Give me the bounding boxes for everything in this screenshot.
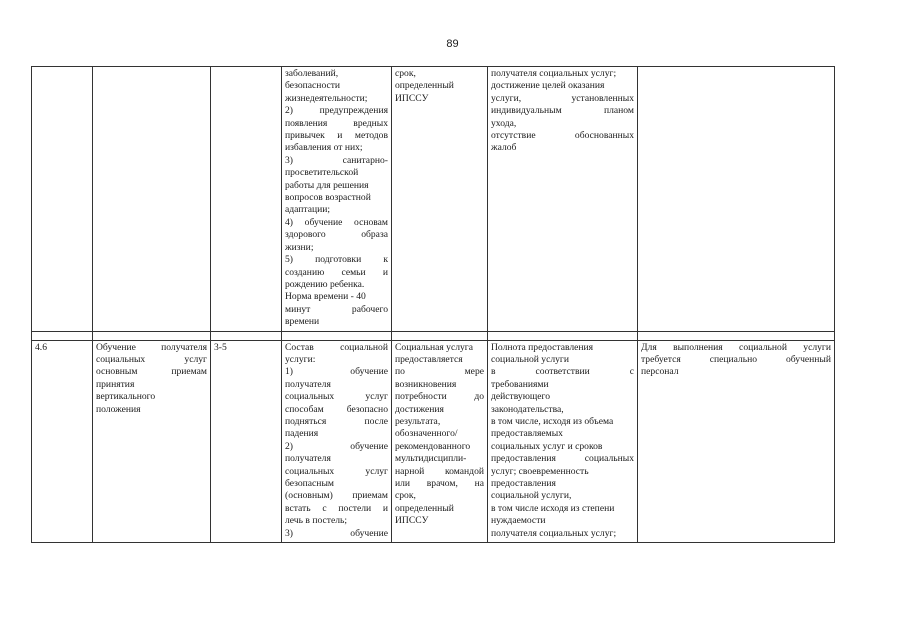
cell-text-line: социальных услуг	[96, 353, 207, 365]
cell-text-line: услуги:	[285, 353, 316, 365]
cell-text-line: падения	[285, 428, 319, 440]
cell-text-line: Обучение получателя	[96, 341, 207, 353]
cell-text-line: законодательства,	[491, 403, 564, 415]
cell-text-line: предоставления социальных	[491, 453, 634, 465]
cell-text-line: результата,	[395, 415, 441, 427]
cell-criteria	[488, 340, 638, 543]
cell-text-line: Социальная услуга	[395, 341, 474, 353]
cell-number	[32, 340, 93, 543]
cell-text-line: потребности до	[395, 391, 484, 403]
services-table	[31, 66, 835, 543]
cell-text-line: обозначенного/	[395, 428, 458, 440]
cell-text-line: индивидуальным планом	[491, 105, 634, 117]
cell-code	[211, 67, 282, 332]
cell-text-line: или врачом, на	[395, 478, 484, 489]
cell-text-line: нуждаемости	[491, 515, 546, 527]
cell-text-line: в том числе исходя из степени	[491, 502, 615, 514]
cell-text-line: основным приемам	[96, 366, 207, 378]
cell-text-line: 1) обучение	[285, 366, 388, 378]
cell-text-line: Состав социальной	[285, 341, 388, 353]
cell-text-line: возникновения	[395, 378, 457, 390]
cell-text-line: достижения	[395, 403, 444, 415]
cell-text-line: появления вредных	[285, 117, 388, 129]
cell-text-line: 2) предупреждения	[285, 105, 388, 117]
cell-text-line: минут рабочего	[285, 303, 388, 315]
cell-text-line: жизни;	[285, 241, 314, 253]
cell-text-line: в том числе, исходя из объема	[491, 415, 614, 427]
cell-text-line: встать с постели и	[285, 502, 388, 514]
cell-service-name	[93, 67, 211, 332]
cell-text-line: в соответствии с	[491, 366, 634, 378]
cell-text-line: (основным) приемам	[285, 490, 388, 502]
cell-notes	[638, 340, 835, 543]
cell-text-line: привычек и методов	[285, 130, 388, 142]
cell-text-line: персонал	[641, 366, 679, 378]
cell-text-line: отсутствие обоснованных	[491, 130, 634, 142]
cell-text-line: получателя	[285, 378, 331, 390]
cell-text-line: вопросов возрастной	[285, 192, 371, 204]
cell-text-line: избавления от них;	[285, 142, 363, 154]
cell-text-line: времени	[285, 316, 320, 328]
cell-content	[282, 67, 392, 332]
cell-criteria	[488, 67, 638, 332]
cell-text-line: подняться после	[285, 415, 388, 427]
cell-text-line: безопасным	[285, 478, 334, 489]
cell-text-line: 3-5	[214, 341, 227, 353]
cell-text-line: срок,	[395, 68, 416, 79]
cell-text-line: 4.6	[35, 341, 47, 353]
cell-text-line: рекомендованного	[395, 440, 471, 452]
cell-text-line: рождению ребенка.	[285, 278, 365, 290]
cell-text-line: адаптации;	[285, 204, 331, 216]
cell-text-line: мультидисципли-	[395, 453, 467, 465]
cell-text-line: безопасности	[285, 80, 341, 92]
table-row	[32, 340, 835, 543]
cell-text-line: услуги, установленных	[491, 92, 634, 104]
cell-text-line: социальных услуг	[285, 465, 388, 477]
cell-text-line: работы для решения	[285, 179, 369, 191]
cell-text-line: лечь в постель;	[285, 515, 348, 527]
cell-text-line: предоставляемых	[491, 428, 563, 440]
cell-text-line: Для выполнения социальной услуги	[641, 341, 831, 353]
cell-text-line: действующего	[491, 391, 551, 403]
cell-text-line: предоставляется	[395, 353, 463, 365]
cell-text-line: требованиями	[491, 378, 549, 390]
cell-text-line: 3) санитарно-	[285, 154, 388, 166]
cell-text-line: 5) подготовки к	[285, 254, 388, 266]
cell-notes	[638, 67, 835, 332]
cell-text-line: услуг; своевременность	[491, 465, 589, 477]
cell-text-line: социальной услуги,	[491, 490, 572, 502]
cell-text-line: Полнота предоставления	[491, 341, 594, 353]
cell-text-line: ИПСCУ	[395, 92, 429, 104]
cell-text-line: созданию семьи и	[285, 266, 388, 278]
cell-text-line: получателя	[285, 453, 331, 465]
cell-text-line: нарной командой	[395, 465, 484, 477]
cell-text-line: 3) обучение	[285, 527, 388, 539]
cell-text-line: достижение целей оказания	[491, 80, 605, 92]
table-row	[32, 67, 835, 332]
cell-text-line: получателя социальных услуг;	[491, 527, 617, 539]
cell-service-name	[93, 340, 211, 543]
cell-text-line: 2) обучение	[285, 440, 388, 452]
cell-number	[32, 67, 93, 332]
cell-text-line: ухода,	[491, 117, 517, 129]
cell-text-line: жалоб	[491, 142, 517, 154]
cell-text-line: социальной услуги	[491, 353, 570, 365]
page-number: 89	[446, 38, 459, 50]
cell-term	[392, 340, 488, 543]
cell-text-line: 4) обучение основам	[285, 216, 388, 228]
cell-text-line: получателя социальных услуг;	[491, 68, 617, 79]
cell-text-line: просветительской	[285, 167, 359, 179]
cell-text-line: по мере	[395, 366, 484, 378]
cell-text-line: Норма времени - 40	[285, 291, 366, 303]
cell-text-line: определенный	[395, 80, 454, 92]
cell-text-line: принятия	[96, 378, 135, 390]
cell-text-line: определенный	[395, 502, 454, 514]
cell-text-line: требуется специально обученный	[641, 353, 831, 365]
cell-text-line: предоставления	[491, 478, 556, 489]
cell-text-line: социальных услуг	[285, 391, 388, 403]
cell-code	[211, 340, 282, 543]
cell-text-line: ИПСCУ	[395, 515, 429, 527]
cell-text-line: вертикального	[96, 391, 156, 403]
cell-content	[282, 340, 392, 543]
cell-text-line: способам безопасно	[285, 403, 388, 415]
cell-term	[392, 67, 488, 332]
cell-text-line: положения	[96, 403, 141, 415]
cell-text-line: социальных услуг и сроков	[491, 440, 603, 452]
cell-text-line: срок,	[395, 490, 416, 502]
table-row-spacer	[32, 331, 835, 340]
cell-text-line: жизнедеятельности;	[285, 92, 368, 104]
cell-text-line: здорового образа	[285, 229, 388, 241]
cell-text-line: заболеваний,	[285, 68, 339, 79]
